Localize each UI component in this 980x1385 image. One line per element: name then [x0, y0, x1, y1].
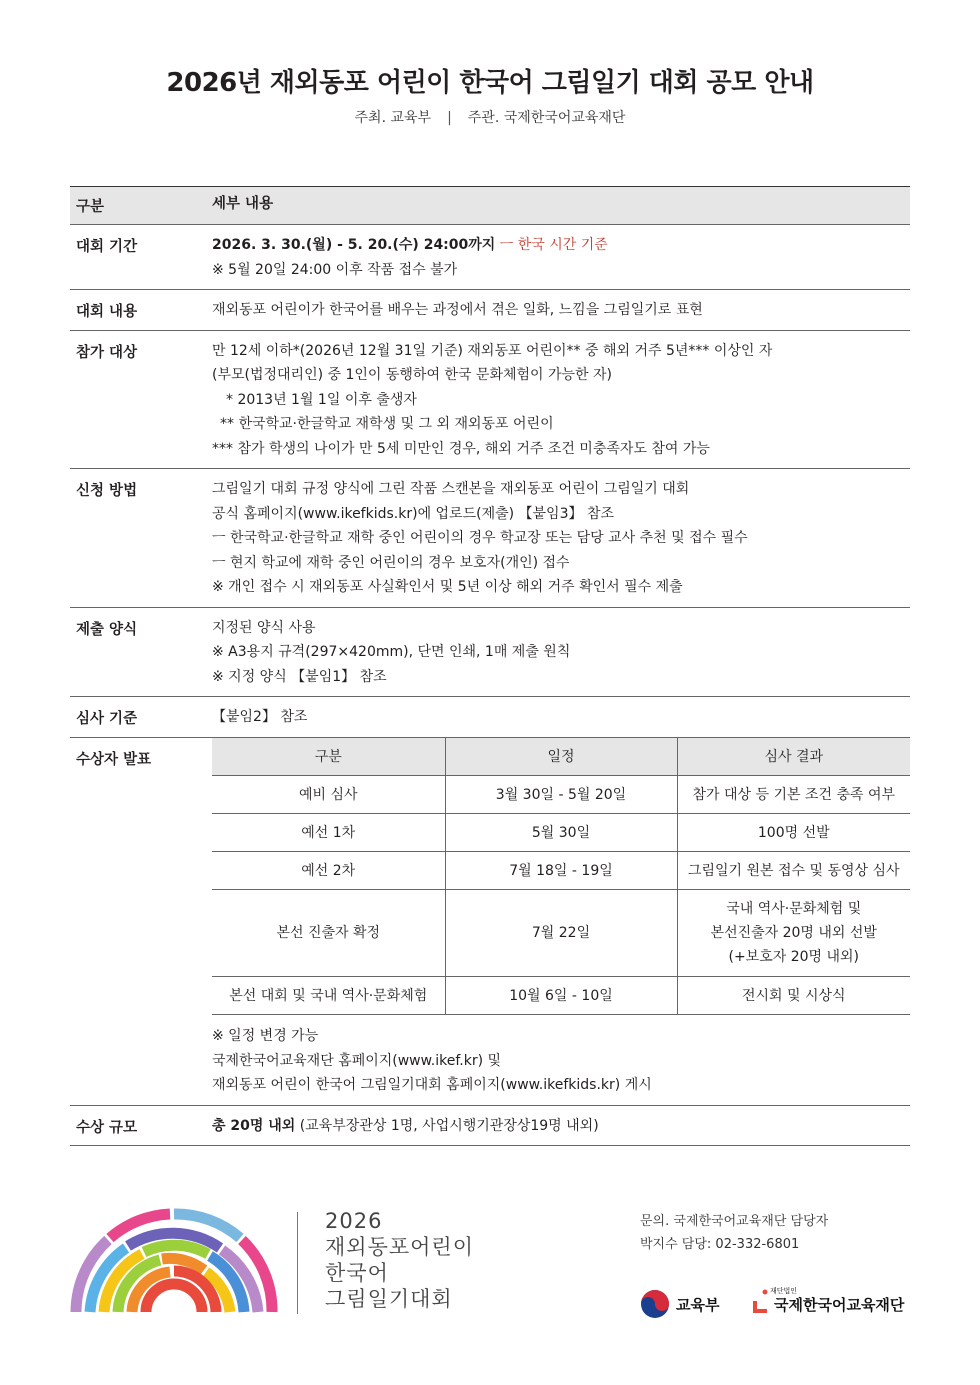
brand-text — [325, 1208, 474, 1312]
format-line: 지정된 양식 사용 — [212, 619, 316, 636]
schedule-result-line: 국내 역사·문화체험 및 — [726, 901, 862, 917]
schedule-date: 10월 6일 - 10일 — [445, 977, 677, 1015]
criteria-text: 【붙임2】 참조 — [212, 709, 308, 725]
contact-line: 박지수 담당: 02-332-6801 — [640, 1237, 800, 1252]
application-line: ㅡ 현지 학교에 재학 중인 어린이의 경우 보호자(개인) 접수 — [212, 554, 570, 571]
schedule-result: 전시회 및 시상식 — [677, 977, 910, 1015]
schedule-row — [212, 977, 910, 1015]
moe-logo — [640, 1289, 719, 1319]
schedule-date: 7월 18일 - 19일 — [445, 852, 677, 890]
announcement-note: ※ 일정 변경 가능 — [212, 1028, 319, 1044]
announcement-note: 재외동포 어린이 한국어 그림일기대회 홈페이지(www.ikefkids.kr) 게시 — [212, 1077, 652, 1093]
eligibility-label: 참가 대상 — [76, 344, 138, 361]
host: 주최. 교육부 — [354, 110, 432, 126]
contact-info — [640, 1210, 828, 1256]
criteria-label: 심사 기준 — [76, 711, 138, 727]
schedule-date: 3월 30일 - 5월 20일 — [445, 776, 677, 814]
brand-line: 재외동포어린이 — [325, 1235, 475, 1259]
announcement-label: 수상자 발표 — [76, 751, 152, 768]
footer-divider — [297, 1212, 298, 1314]
contact-line: 문의. 국제한국어교육재단 담당자 — [640, 1214, 829, 1229]
schedule-row — [212, 852, 910, 890]
ikef-mark-icon — [752, 1289, 770, 1315]
content-label: 대회 내용 — [76, 304, 138, 320]
schedule-stage: 예비 심사 — [212, 776, 445, 814]
content-text: 재외동포 어린이가 한국어를 배우는 과정에서 겪은 일화, 느낌을 그림일기로 표현 — [212, 302, 703, 318]
format-line: ※ A3용지 규격(297×420mm), 단면 인쇄, 1매 제출 원칙 — [212, 644, 571, 660]
schedule-result: 100명 선발 — [677, 814, 910, 852]
ikef-logo — [752, 1286, 904, 1315]
schedule-date: 5월 30일 — [445, 814, 677, 852]
header-category: 구분 — [76, 199, 105, 215]
brand-line: 2026 — [325, 1209, 383, 1233]
moe-logo-text: 교육부 — [676, 1295, 720, 1314]
application-line: ※ 개인 접수 시 재외동포 사실확인서 및 5년 이상 해외 거주 확인서 필수 제출 — [212, 579, 683, 595]
organizer: 주관. 국제한국어교육재단 — [467, 110, 626, 126]
schedule-header: 일정 — [445, 738, 677, 776]
eligibility-footnote: ** 한국학교·한글학교 재학생 및 그 외 재외동포 어린이 — [220, 416, 554, 432]
ikef-logo-text: 국제한국어교육재단 — [774, 1296, 905, 1314]
awards-total: 총 20명 내외 — [212, 1117, 296, 1134]
period-label: 대회 기간 — [76, 239, 138, 255]
row-criteria — [70, 697, 910, 738]
row-awards — [70, 1106, 910, 1147]
eligibility-footnote: * 2013년 1월 1일 이후 출생자 — [226, 391, 417, 408]
format-line: ※ 지정 양식 【붙임1】 참조 — [212, 668, 387, 685]
row-eligibility — [70, 331, 910, 470]
schedule-stage: 예선 1차 — [212, 814, 445, 852]
header-details: 세부 내용 — [212, 195, 274, 212]
row-application — [70, 469, 910, 608]
schedule-date: 7월 22일 — [445, 890, 677, 977]
period-date: 2026. 3. 30.(월) - 5. 20.(수) 24:00까지 — [212, 237, 496, 253]
announcement-note: 국제한국어교육재단 홈페이지(www.ikef.kr) 및 — [212, 1052, 502, 1069]
eligibility-line: 만 12세 이하*(2026년 12월 31일 기준) 재외동포 어린이** 중 해외 거주 5년*** 이상인 자 — [212, 342, 773, 359]
schedule-result-line: 본선진출자 20명 내외 선발 — [710, 925, 877, 941]
taegeuk-icon — [640, 1289, 670, 1319]
row-format — [70, 608, 910, 698]
schedule-stage: 본선 진출자 확정 — [212, 890, 445, 977]
application-label: 신청 방법 — [76, 483, 138, 499]
row-content — [70, 290, 910, 331]
ikef-small-text: 재단법인 — [770, 1287, 798, 1295]
schedule-result: 그림일기 원본 접수 및 동영상 심사 — [677, 852, 910, 890]
application-line: ㅡ 한국학교·한글학교 재학 중인 어린이의 경우 학교장 또는 담당 교사 추천 및 접수 필수 — [212, 530, 748, 546]
schedule-header-row — [212, 738, 910, 776]
schedule-table — [212, 738, 910, 1016]
period-note: ※ 5월 20일 24:00 이후 작품 접수 불가 — [212, 261, 458, 278]
brand-line: 한국어 — [325, 1261, 389, 1285]
sponsor-line — [0, 107, 980, 127]
application-line: 공식 홈페이지(www.ikefkids.kr)에 업로드(제출) 【붙임3】 참조 — [212, 505, 614, 522]
schedule-result: 참가 대상 등 기본 조건 충족 여부 — [677, 776, 910, 814]
schedule-header: 구분 — [212, 738, 445, 776]
schedule-header: 심사 결과 — [677, 738, 910, 776]
schedule-row — [212, 814, 910, 852]
schedule-result — [677, 890, 910, 977]
awards-label: 수상 규모 — [76, 1119, 138, 1136]
format-label: 제출 양식 — [76, 621, 138, 638]
separator: | — [447, 110, 452, 126]
info-table — [70, 186, 910, 1146]
schedule-stage: 본선 대회 및 국내 역사·문화체험 — [212, 977, 445, 1015]
table-header-row — [70, 187, 910, 225]
period-timezone: ㅡ 한국 시간 기준 — [495, 237, 608, 253]
schedule-row — [212, 776, 910, 814]
eligibility-line: (부모(법정대리인) 중 1인이 동행하여 한국 문화체험이 가능한 자) — [212, 367, 613, 383]
row-announcement — [70, 738, 910, 1106]
schedule-result-line: (+보호자 20명 내외) — [728, 949, 859, 965]
eligibility-footnote: *** 참가 학생의 나이가 만 5세 미만인 경우, 해외 거주 조건 미충족자도 참여 가능 — [212, 440, 710, 457]
awards-detail: (교육부장관상 1명, 사업시행기관장상19명 내외) — [295, 1117, 599, 1134]
contest-rainbow-logo — [70, 1208, 278, 1316]
page-title: 2026년 재외동포 어린이 한국어 그림일기 대회 공모 안내 — [166, 68, 814, 98]
application-line: 그림일기 대회 규정 양식에 그린 작품 스캔본을 재외동포 어린이 그림일기 대회 — [212, 481, 690, 497]
row-period — [70, 225, 910, 290]
schedule-row — [212, 890, 910, 977]
brand-line: 그림일기대회 — [325, 1287, 453, 1311]
schedule-stage: 예선 2차 — [212, 852, 445, 890]
